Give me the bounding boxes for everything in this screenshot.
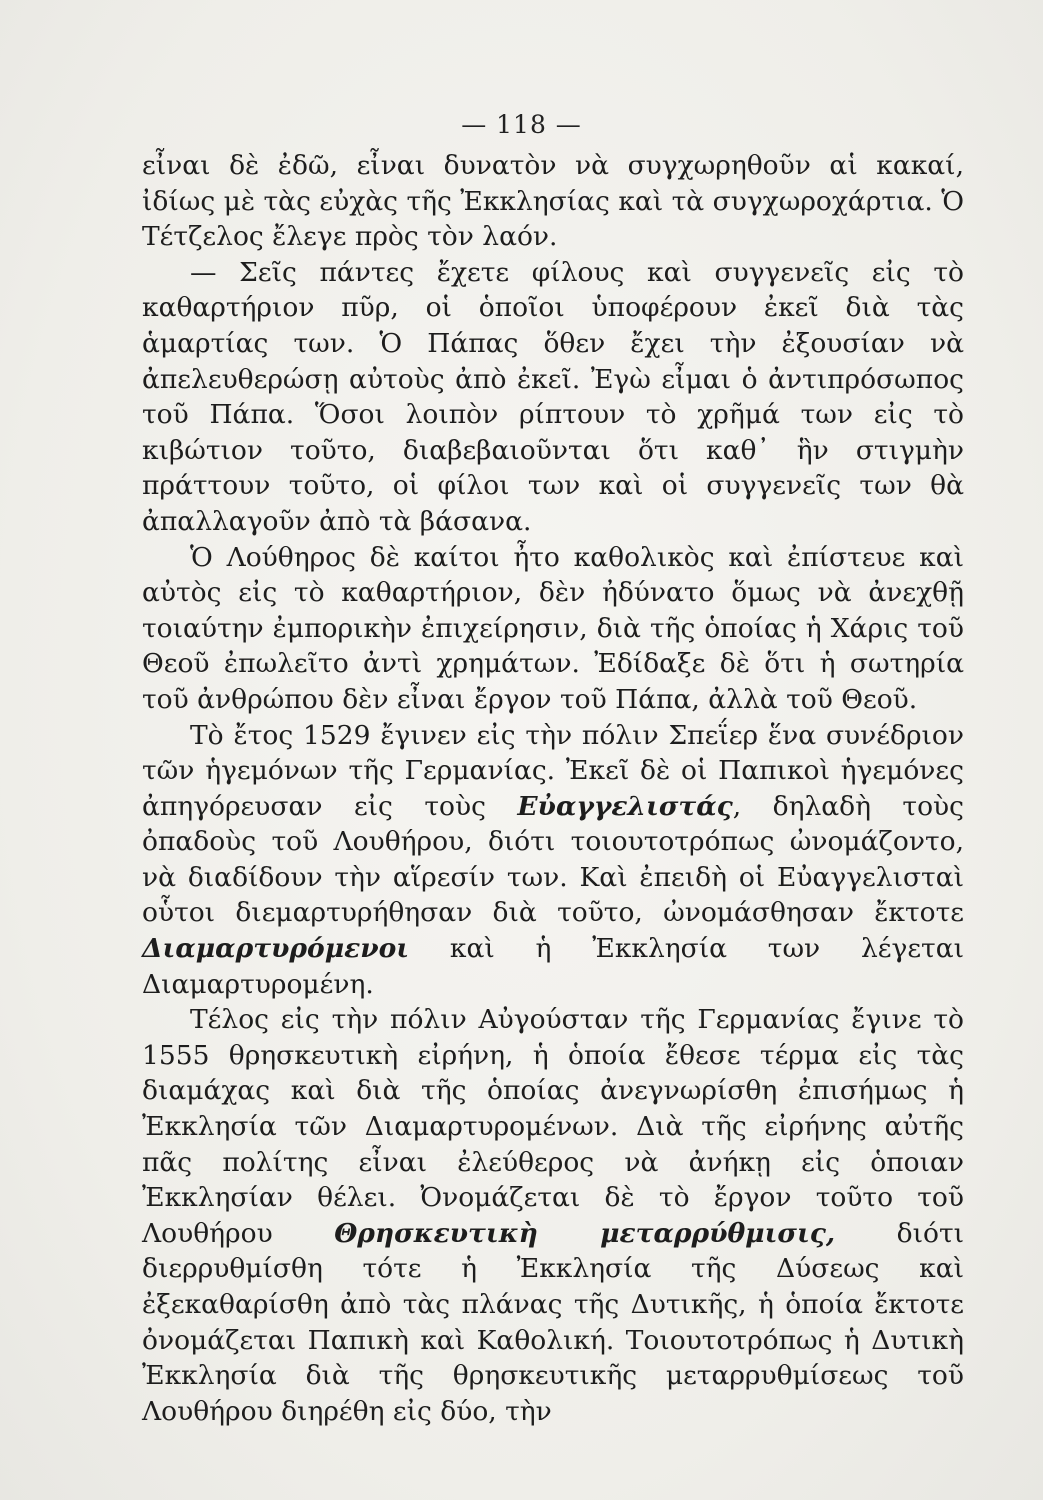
paragraph-1 (142, 148, 964, 255)
paragraph-5 (142, 1002, 964, 1429)
paragraph-4-text-a: Τὸ ἔτος 1529 ἔγινεν εἰς τὴν πόλιν Σπεΐερ ἕνα συνέδριον τῶν ἡγεμόνων τῆς Γερμανίας. Ἐκεῖ δὲ οἱ Παπικοὶ ἡγεμόνες ἀπηγόρευσαν εἰς τοὺς (142, 719, 964, 822)
paragraph-3 (142, 540, 964, 718)
paragraph-4-text-c: καὶ ἡ Ἐκκλησία των λέγεται Διαμαρτυρομένη. (142, 933, 964, 1000)
paragraph-3-text: Ὁ Λούθηρος δὲ καίτοι ἦτο καθολικὸς καὶ ἐπίστευε καὶ αὐτὸς εἰς τὸ καθαρτήριον, δὲν ἠδύνατο ὅμως νὰ ἀνεχθῇ τοιαύτην ἐμπορικὴν ἐπιχείρησιν, διὰ τῆς ὁποίας ἡ Χάρις τοῦ Θεοῦ ἐπωλεῖτο ἀντὶ χρημάτων. Ἐδίδαξε δὲ ὅτι ἡ σωτηρία τοῦ ἀνθρώπου δὲν εἶναι ἔργον τοῦ Πάπα, ἀλλὰ τοῦ Θεοῦ. (142, 541, 964, 715)
paragraph-4 (142, 718, 964, 1003)
page-number: — 118 — (461, 110, 582, 139)
emphasis-evangelists: Εὐαγγελιστάς (517, 790, 733, 822)
paragraph-2-text: — Σεῖς πάντες ἔχετε φίλους καὶ συγγενεῖς εἰς τὸ καθαρτήριον πῦρ, οἱ ὁποῖοι ὑποφέρουν ἐκεῖ διὰ τὰς ἁμαρτίας των. Ὁ Πάπας ὅθεν ἔχει τὴν ἐξουσίαν νὰ ἀπελευθερώσῃ αὐτοὺς ἀπὸ ἐκεῖ. Ἐγὼ εἶμαι ὁ ἀντιπρόσωπος τοῦ Πάπα. Ὅσοι λοιπὸν ρίπτουν τὸ χρῆμά των εἰς τὸ κιβώτιον τοῦτο, διαβεβαιοῦνται ὅτι καθ᾽ ἣν στιγμὴν πράττουν τοῦτο, οἱ φίλοι των καὶ οἱ συγγενεῖς των θὰ ἀπαλλαγοῦν ἀπὸ τὰ βάσανα. (142, 256, 964, 537)
emphasis-protestants: Διαμαρτυρόμενοι (142, 933, 410, 965)
paragraph-1-text: εἶναι δὲ ἐδῶ, εἶναι δυνατὸν νὰ συγχωρηθοῦν αἱ κακαί, ἰδίως μὲ τὰς εὐχὰς τῆς Ἐκκλησίας καὶ τὰ συγχωροχάρτια. Ὁ Τέτζελος ἔλεγε πρὸς τὸν λαόν. (142, 150, 964, 253)
paragraph-5-text-b: διότι διερρυθμίσθη τότε ἡ Ἐκκλησία τῆς Δύσεως καὶ ἐξεκαθαρίσθη ἀπὸ τὰς πλάνας τῆς Δυτικῆς, ἡ ὁποία ἔκτοτε ὀνομάζεται Παπικὴ καὶ Καθολική. Τοιουτοτρόπως ἡ Δυτικὴ Ἐκκλησία διὰ τῆς θρησκευτικῆς μεταρρυθμίσεως τοῦ Λουθήρου διηρέθη εἰς δύο, τὴν (142, 1217, 964, 1427)
paragraph-4-text-b: , δηλαδὴ τοὺς ὀπαδοὺς τοῦ Λουθήρου, διότι τοιουτοτρόπως ὠνομάζοντο, νὰ διαδίδουν τὴν αἵρεσίν των. Καὶ ἐπειδὴ οἱ Εὐαγγελισταὶ οὗτοι διεμαρτυρήθησαν διὰ τοῦτο, ὠνομάσθησαν ἔκτοτε (142, 790, 964, 929)
emphasis-reformation: Θρησκευτικὴ μεταρρύθμισις, (334, 1217, 836, 1249)
paragraph-5-text-a: Τέλος εἰς τὴν πόλιν Αὐγούσταν τῆς Γερμανίας ἔγινε τὸ 1555 θρησκευτικὴ εἰρήνη, ἡ ὁποία ἔθεσε τέρμα εἰς τὰς διαμάχας καὶ διὰ τῆς ὁποίας ἀνεγνωρίσθη ἐπισήμως ἡ Ἐκκλησία τῶν Διαμαρτυρομένων. Διὰ τῆς εἰρήνης αὐτῆς πᾶς πολίτης εἶναι ἐλεύθερος νὰ ἀνήκῃ εἰς ὁποιαν Ἐκκλησίαν θέλει. Ὀνομάζεται δὲ τὸ ἔργον τοῦτο τοῦ Λουθήρου (142, 1004, 964, 1249)
body-text (142, 148, 964, 1429)
paragraph-2 (142, 255, 964, 540)
